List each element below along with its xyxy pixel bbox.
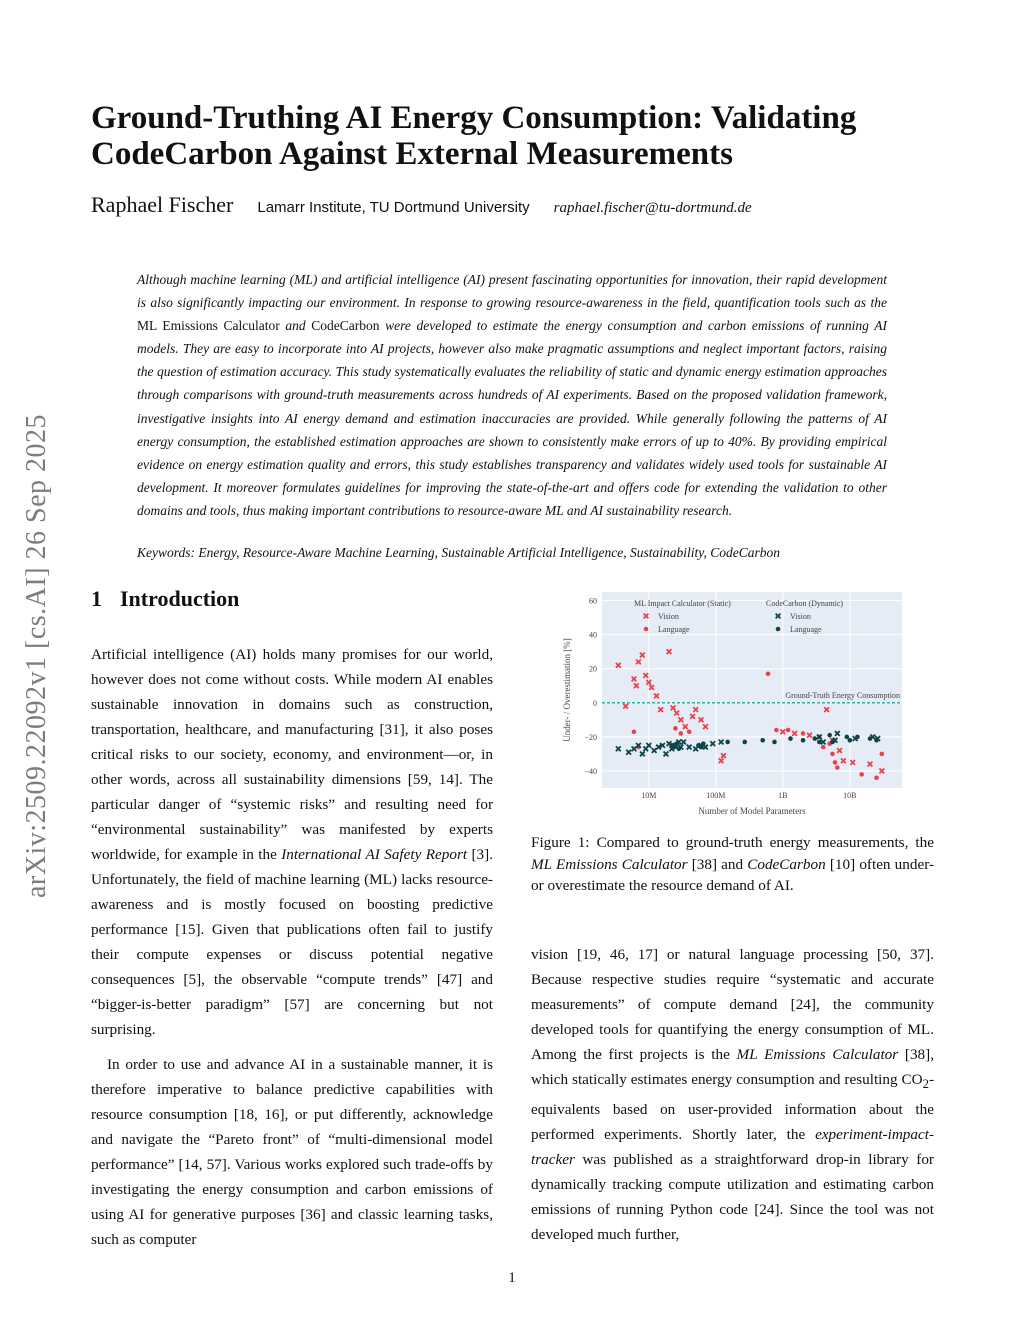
emphasis-text: International AI Safety Report [281, 846, 468, 863]
ml-impact-language-point [766, 672, 771, 677]
emphasis-text: experiment-impact-tracker [531, 1126, 934, 1169]
caption-emphasis: ML Emissions Calculator [531, 855, 688, 873]
legend-marker [776, 627, 781, 632]
caption-text: Figure 1: Compared to ground-truth energy measurements, the [531, 834, 934, 851]
keywords: Keywords: Energy, Resource-Aware Machine Learning, Sustainable Artificial Intelligence, Sustainability, CodeCarbon [137, 545, 781, 560]
codecarbon-language-point [801, 738, 806, 743]
codecarbon-language-point [827, 733, 832, 738]
abstract [137, 268, 887, 522]
legend-group-title: CodeCarbon (Dynamic) [766, 599, 844, 608]
ml-impact-language-point [821, 745, 826, 750]
y-tick-label: 40 [589, 630, 597, 640]
codecarbon-language-point [855, 735, 860, 740]
arxiv-identifier: arXiv:2509.22092v1 [cs.AI] 26 Sep 2025 [21, 413, 52, 899]
x-axis-title: Number of Model Parameters [698, 806, 806, 816]
caption-emphasis: CodeCarbon [747, 855, 826, 873]
codecarbon-language-point [676, 747, 681, 752]
emphasis-text: ML Emissions Calculator [736, 1046, 899, 1063]
x-tick-label: 1B [778, 791, 788, 800]
codecarbon-language-point [760, 738, 765, 743]
scatter-chart [560, 590, 912, 818]
codecarbon-language-point [868, 736, 873, 741]
page-number: 1 [508, 1270, 516, 1286]
codecarbon-language-point [817, 740, 822, 745]
paragraph [531, 942, 934, 1247]
ml-impact-language-point [833, 760, 838, 765]
paper-title: Ground-Truthing AI Energy Consumption: Validating CodeCarbon Against External Measurements [91, 100, 857, 172]
ml-impact-language-point [801, 731, 806, 736]
ml-impact-language-point [859, 772, 864, 777]
y-tick-label: −40 [584, 766, 597, 776]
right-column [531, 942, 934, 1247]
ml-impact-language-point [880, 752, 885, 757]
caption-text: [10] often under- or overestimate the resource demand of AI. [531, 855, 935, 894]
author-affiliation: Lamarr Institute, TU Dortmund University [257, 199, 530, 216]
codecarbon-language-point [701, 741, 706, 746]
ml-impact-language-point [673, 726, 678, 731]
section-title: Introduction [120, 586, 240, 611]
paragraph-text: [38], which statically estimates energy consumption and resulting CO [531, 1046, 934, 1088]
legend-item-label: Language [790, 625, 822, 634]
x-tick-label: 10B [843, 791, 857, 800]
paragraph-text: vision [19, 46, 17] or natural language processing [50, 37]. Because respective studies require “systematic and accurate measurements” of compute demand [24], the community developed tools for quantifying the energy consumption of ML. Among the first projects is the [531, 946, 934, 1063]
codecarbon-language-point [788, 736, 793, 741]
ml-impact-language-point [774, 728, 779, 733]
paragraph-text: [3]. Unfortunately, the field of machine learning (ML) lacks resource-awareness and is mostly focused on boosting predictive performance [15]. Given that publications often fail to justify their compute expenses or discuss potential negative consequences [5], the observable “compute trends” [47] and “bigger-is-better paradigm” [57] are concerning but not surprising. [91, 846, 493, 1038]
legend-marker [644, 627, 649, 632]
codecarbon-language-point [874, 738, 879, 743]
author-name: Raphael Fischer [91, 192, 234, 217]
codecarbon-language-point [742, 740, 747, 745]
ml-impact-language-point [632, 729, 637, 734]
codecarbon-language-point [813, 736, 818, 741]
ml-impact-language-point [835, 765, 840, 770]
paragraph-text: -equivalents based on user-provided information about the performed experiments. Shortly later, the [531, 1071, 934, 1144]
y-tick-label: −20 [584, 732, 597, 742]
codecarbon-language-point [848, 738, 853, 743]
codecarbon-language-point [830, 740, 835, 745]
reference-line-label: Ground-Truth Energy Consumption [785, 690, 900, 700]
codecarbon-language-point [725, 740, 730, 745]
legend-item-label: Vision [790, 612, 811, 621]
paragraph-text: was published as a straightforward drop-in library for dynamically tracking compute utilization and estimating carbon emissions of running Python code [24]. Since the tool was not developed much further, [531, 1151, 934, 1244]
abstract-tool-name: CodeCarbon [311, 318, 380, 334]
legend-item-label: Vision [658, 612, 679, 621]
ml-impact-language-point [874, 775, 879, 780]
y-tick-label: 60 [589, 596, 597, 606]
author-line [91, 192, 951, 218]
y-axis-title: Under- / Overestimation [%] [562, 638, 572, 742]
subscript: 2 [922, 1077, 929, 1092]
y-tick-label: 0 [593, 698, 597, 708]
ml-impact-language-point [830, 752, 835, 757]
codecarbon-language-point [844, 735, 849, 740]
legend-group-title: ML Impact Calculator (Static) [634, 599, 731, 608]
abstract-text: Although machine learning (ML) and artificial intelligence (AI) present fascinating opportunities for innovation, their rapid development is also significantly impacting our environment. In response to growing resource-awareness in the field, quantification tools such as the [137, 272, 887, 311]
codecarbon-language-point [772, 740, 777, 745]
abstract-text: were developed to estimate the energy consumption and carbon emissions of running AI models. They are easy to incorporate into AI projects, however also make pragmatic assumptions and neglect important factors, raising the question of estimation accuracy. This study systematically evaluates the reliability of static and dynamic energy estimation approaches through comparisons with ground-truth measurements across hundreds of AI experiments. Based on the proposed validation framework, investigative insights into AI energy demand and estimation inaccuracies are provided. While generally following the patterns of AI energy consumption, the established estimation approaches are shown to consistently make errors of up to 40%. By providing empirical evidence on energy estimation quality and errors, this study establishes transparency and validates widely used tools for sustainable AI development. It moreover formulates guidelines for improving the state-of-the-art and offers code for extending the validation to other domains and tools, thus making important contributions to resource-aware ML and AI sustainability research. [137, 318, 887, 518]
left-column [91, 642, 493, 1252]
author-email[interactable]: raphael.fischer@tu-dortmund.de [553, 200, 752, 216]
abstract-tool-name: ML Emissions Calculator [137, 318, 280, 334]
y-tick-label: 20 [589, 664, 597, 674]
figure-caption [531, 832, 934, 897]
legend-item-label: Language [658, 625, 690, 634]
paragraph-text: Artificial intelligence (AI) holds many promises for our world, however does not come without costs. While modern AI enables sustainable innovation in domains such as construction, transportation, healthcare, and manufacturing [31], it also poses critical risks to our society, economy, and environment—or, in other words, across all sustainability dimensions [59, 14]. The particular danger of “systemic risks” and resulting need for “environmental sustainability” was manifested by experts worldwide, for example in the [91, 646, 493, 863]
paragraph [91, 642, 493, 1042]
section-heading [91, 586, 239, 612]
x-tick-label: 10M [641, 791, 657, 800]
section-number: 1 [91, 586, 102, 611]
abstract-text: and [279, 318, 312, 334]
codecarbon-language-point [674, 741, 679, 746]
ml-impact-language-point [679, 731, 684, 736]
paragraph: In order to use and advance AI in a sustainable manner, it is therefore imperative to balance predictive capabilities with resource consumption [18, 16], or put differently, acknowledge and navigate the “Pareto front” of “multi-dimensional model performance” [14, 57]. Various works explored such trade-offs by investigating the energy consumption and carbon emissions of using AI for generative purposes [36] and classic learning tasks, such as computer [91, 1056, 493, 1248]
ml-impact-language-point [786, 728, 791, 733]
caption-text: [38] and [687, 855, 748, 873]
ml-impact-language-point [687, 729, 692, 734]
x-tick-label: 100M [706, 791, 726, 800]
